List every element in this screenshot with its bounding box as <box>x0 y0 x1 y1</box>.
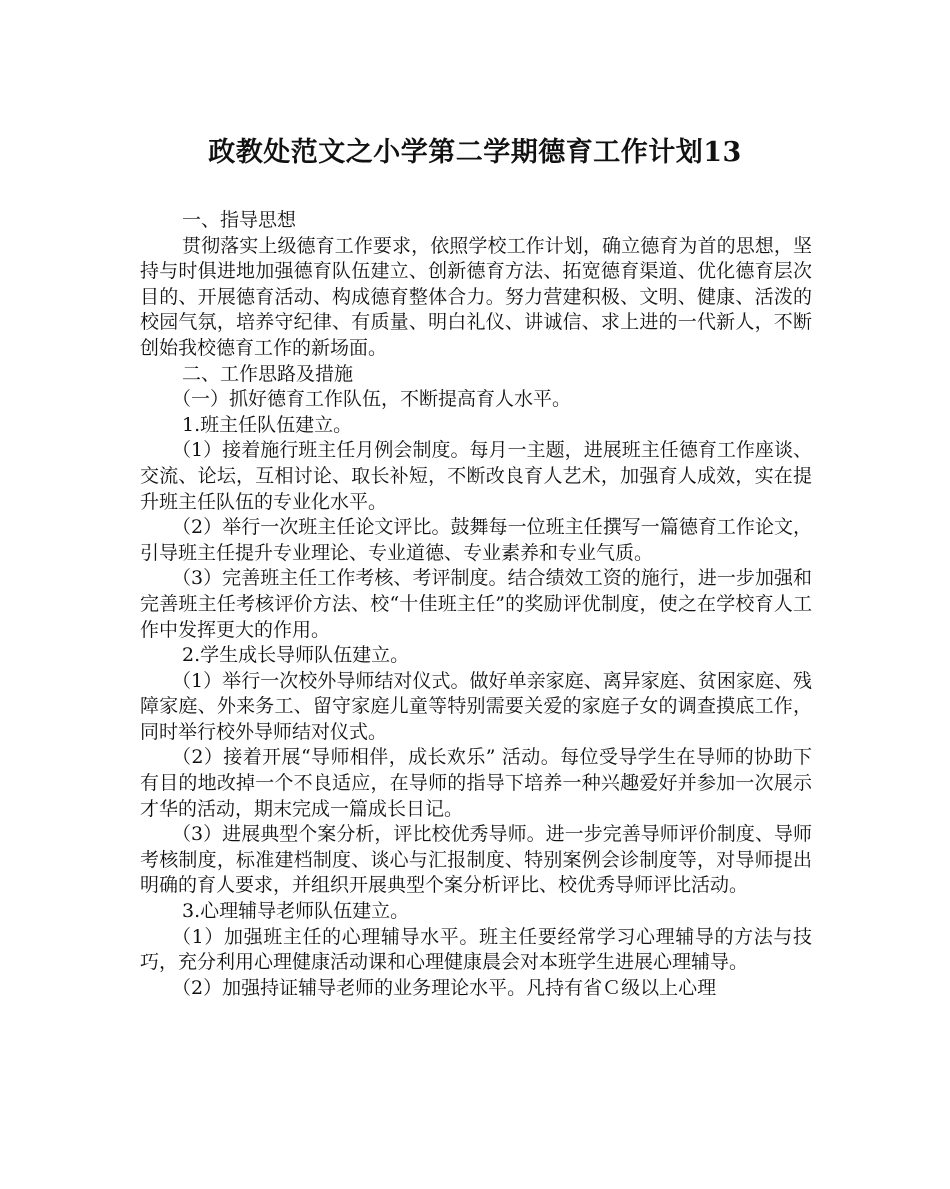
paragraph: 3.心理辅导老师队伍建立。 <box>182 900 410 923</box>
paragraph: （2）加强持证辅导老师的业务理论水平。凡持有省Ｃ级以上心理 <box>172 976 717 999</box>
paragraph: 二、工作思路及措施 <box>182 362 354 385</box>
document-title: 政教处范文之小学第二学期德育工作计划13 <box>208 137 742 168</box>
paragraph: （1）举行一次校外导师结对仪式。做好单亲家庭、离异家庭、贫困家庭、残障家庭、外来务工、留守家庭儿童等特别需要关爱的家庭子女的调查摸底工作，同时举行校外导师结对仪式。 <box>140 669 812 743</box>
paragraph: 一、指导思想 <box>182 209 297 231</box>
paragraph: （一）抓好德育工作队伍，不断提高育人水平。 <box>172 388 572 411</box>
paragraph: 1.班主任队伍建立。 <box>182 413 353 436</box>
paragraph: 2.学生成长导师队伍建立。 <box>182 644 410 667</box>
paragraph: （2）举行一次班主任论文评比。鼓舞每一位班主任撰写一篇德育工作论文， 引导班主任提升专业理论、专业道德、专业素养和专业气质。 <box>140 516 812 564</box>
paragraph: （3）完善班主任工作考核、考评制度。结合绩效工资的施行，进一步加强和完善班主任考核评价方法、校“十佳班主任”的奖励评优制度，使之在学校育人工作中发挥更大的作用。 <box>140 567 812 641</box>
paragraph: （3）进展典型个案分析，评比校优秀导师。进一步完善导师评价制度、导师考核制度，标准建档制度、谈心与汇报制度、特别案例会诊制度等，对导师提出明确的育人要求，并组织开展典型个案分析评比、校优秀导师评比活动。 <box>140 823 812 897</box>
paragraph: （1）接着施行班主任月例会制度。每月一主题，进展班主任德育工作座谈、交流、论坛，互相讨论、取长补短，不断改良育人艺术，加强育人成效，实在提升班主任队伍的专业化水平。 <box>140 439 812 513</box>
document-body <box>140 208 812 1001</box>
paragraph: （1）加强班主任的心理辅导水平。班主任要经常学习心理辅导的方法与技巧，充分利用心理健康活动课和心理健康晨会对本班学生进展心理辅导。 <box>140 925 812 974</box>
paragraph: （2）接着开展“导师相伴，成长欢乐” 活动。每位受导学生在导师的协助下有目的地改掉一个不良适应，在导师的指导下培养一种兴趣爱好并参加一次展示才华的活动，期末完成一篇成长日记。 <box>140 746 812 820</box>
paragraph: 贯彻落实上级德育工作要求，依照学校工作计划，确立德育为首的思想，坚持与时俱进地加强德育队伍建立、创新德育方法、拓宽德育渠道、优化德育层次目的、开展德育活动、构成德育整体合力。努力营建积极、文明、健康、活泼的校园气氛，培养守纪律、有质量、明白礼仪、讲诚信、求上进的一代新人，不断创始我校德育工作的新场面。 <box>140 234 812 359</box>
